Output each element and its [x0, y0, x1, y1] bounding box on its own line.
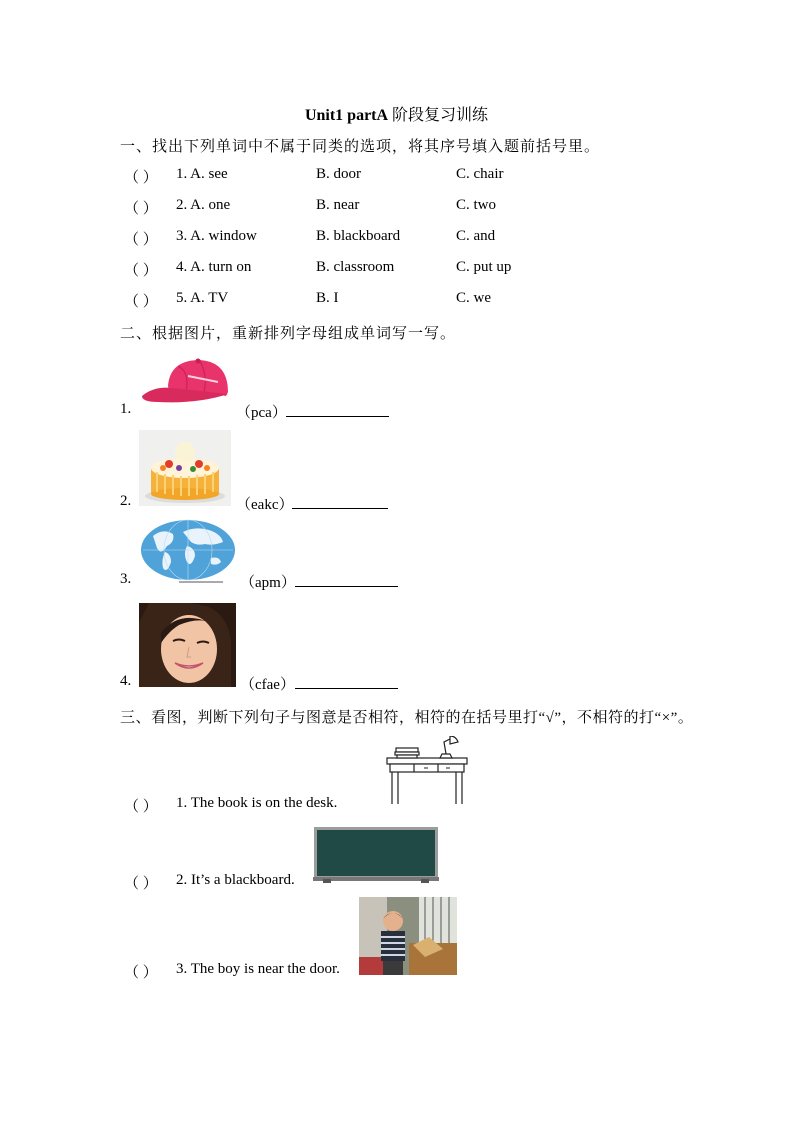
cake-image [139, 430, 231, 506]
option-a: 5. A. TV [176, 290, 229, 306]
scrambled-letters: （cfae） [240, 677, 295, 693]
world-map-image [139, 516, 237, 584]
desk-with-books-image [384, 736, 470, 806]
answer-paren[interactable]: （ ） [124, 201, 158, 217]
option-c: C. put up [456, 259, 512, 275]
answer-paren[interactable]: （ ） [124, 876, 158, 892]
item-number: 3. [120, 571, 132, 587]
item-number: 4. [120, 673, 132, 689]
option-b: B. I [316, 290, 339, 306]
pink-cap-image [138, 356, 234, 408]
option-b: B. door [316, 166, 361, 182]
sentence: 2. It’s a blackboard. [176, 872, 295, 888]
scrambled-letters: （eakc） [236, 497, 294, 513]
girl-face-image [139, 603, 236, 687]
section2-heading: 二、根据图片，重新排列字母组成单词写一写。 [120, 326, 457, 342]
answer-blank[interactable] [295, 572, 398, 587]
option-a: 4. A. turn on [176, 259, 252, 275]
option-b: B. classroom [316, 259, 395, 275]
option-b: B. blackboard [316, 228, 401, 244]
blackboard-image [313, 826, 439, 884]
sentence: 3. The boy is near the door. [176, 961, 340, 977]
page-title [0, 102, 793, 125]
answer-paren[interactable]: （ ） [124, 263, 158, 279]
sentence: 1. The book is on the desk. [176, 795, 338, 811]
option-a: 2. A. one [176, 197, 231, 213]
option-c: C. two [456, 197, 497, 213]
option-c: C. chair [456, 166, 504, 182]
section1-heading: 一、找出下列单词中不属于同类的选项，将其序号填入题前括号里。 [120, 139, 601, 155]
option-a: 3. A. window [176, 228, 257, 244]
item-number: 1. [120, 401, 132, 417]
section3-heading: 三、看图，判断下列句子与图意是否相符，相符的在括号里打“√”，不相符的打“×”。 [120, 710, 694, 726]
answer-paren[interactable]: （ ） [124, 965, 158, 981]
answer-paren[interactable]: （ ） [124, 799, 158, 815]
answer-paren[interactable]: （ ） [124, 232, 158, 248]
option-c: C. and [456, 228, 496, 244]
answer-paren[interactable]: （ ） [124, 294, 158, 310]
title-rest: 阶段复习训练 [388, 107, 489, 124]
option-b: B. near [316, 197, 360, 213]
answer-paren[interactable]: （ ） [124, 170, 158, 186]
boy-photo-image [359, 897, 457, 975]
item-number: 2. [120, 493, 132, 509]
answer-blank[interactable] [295, 674, 398, 689]
answer-blank[interactable] [292, 494, 388, 509]
option-a: 1. A. see [176, 166, 228, 182]
title-bold: Unit1 partA [304, 107, 389, 124]
answer-blank[interactable] [286, 402, 389, 417]
scrambled-letters: （pca） [236, 405, 287, 421]
scrambled-letters: （apm） [240, 575, 296, 591]
option-c: C. we [456, 290, 491, 306]
